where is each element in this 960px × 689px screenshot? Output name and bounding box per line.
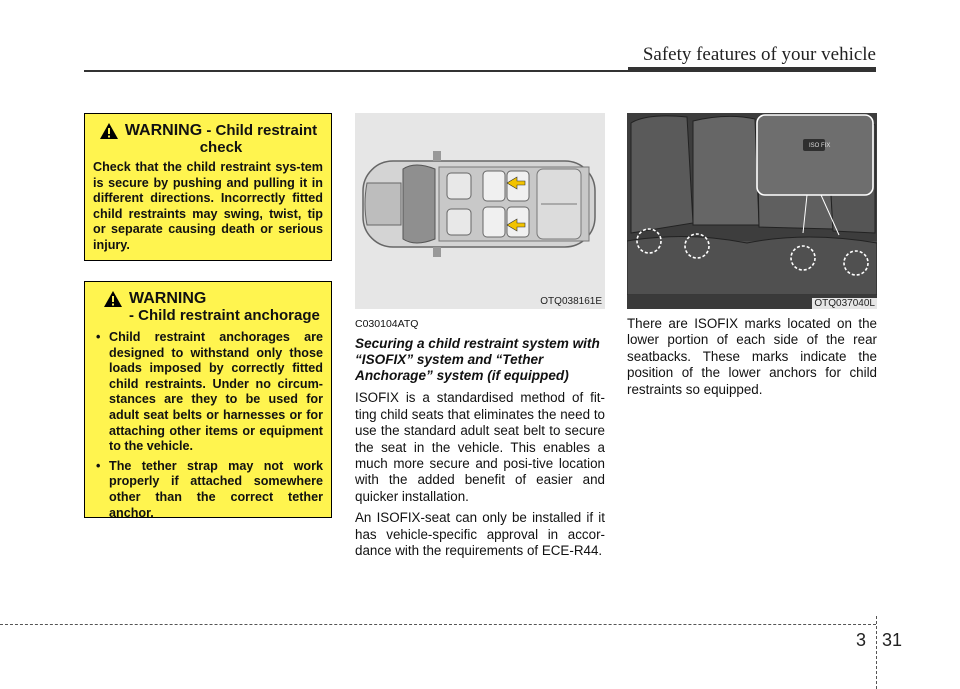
chapter-number: 3	[856, 630, 867, 650]
section-code: C030104ATQ	[355, 318, 419, 330]
figure-code: OTQ038161E	[540, 296, 602, 307]
page-number: 31	[882, 630, 903, 650]
figure-vehicle-top-view	[355, 113, 605, 309]
warning-word: WARNING	[124, 122, 203, 139]
header-rule-thick	[628, 67, 876, 72]
figure-code: OTQ037040L	[814, 298, 875, 309]
vehicle-top-view-illustration	[355, 113, 605, 295]
warning-triangle-icon	[99, 122, 119, 140]
figure-rear-seats	[627, 113, 877, 309]
warning-box-anchorage	[84, 281, 332, 518]
warning-title-line2: - Child restraint anchorage	[129, 307, 320, 324]
body-paragraph: There are ISOFIX marks located on the lower portion of each side of the rear seatbacks. These marks indicate the position of the lower anchors for child restraints so equipped.	[627, 316, 877, 397]
warning-title	[93, 122, 323, 156]
warning-list-item: • Child restraint anchorages are designed to withstand only those loads imposed by correctly fitted child restraints. Under no circum-stances are they to be used for adult seat belts or harnesses or for attaching other items or equipment to the vehicle.	[93, 330, 323, 455]
section-paragraph: ISOFIX is a standardised method of fit-ting child seats that eliminates the need to use the standard adult seat belt to secure the seat in the vehicle. This enables a much more secure and posi-tive location with the added benefit of easier and quicker installation.	[355, 390, 605, 504]
isofix-marks-text	[627, 316, 877, 398]
rear-seats-illustration	[627, 113, 877, 295]
warning-title-rest: - Child restraint	[202, 122, 318, 139]
isofix-inset-label: ISO FIX	[809, 143, 831, 149]
header-title: Safety features of your vehicle	[642, 44, 876, 65]
section-paragraph: An ISOFIX-seat can only be installed if it has vehicle-specific approval in accor-dance with the requirements of ECE-R44.	[355, 510, 605, 559]
warning-box-check	[84, 113, 332, 261]
section-subtitle: Securing a child restraint system with “ISOFIX” system and “Tether Anchorage” system (if equipped)	[355, 336, 600, 384]
footer-rule	[0, 624, 876, 625]
warning-word: WARNING	[129, 290, 207, 307]
warning-list	[93, 330, 323, 521]
warning-body: Check that the child restraint sys-tem is secure by pushing and pulling it in different directions. Incorrectly fitted child restraints may swing, twist, tip or separate causing death or serious injury.	[93, 160, 323, 252]
footer-divider	[876, 616, 877, 689]
isofix-section	[355, 316, 605, 564]
warning-title-line2: check	[199, 139, 243, 156]
warning-title	[93, 290, 323, 324]
warning-list-item: • The tether strap may not work properly if attached somewhere other than the correct tether anchor.	[93, 459, 323, 521]
warning-triangle-icon	[103, 290, 123, 308]
